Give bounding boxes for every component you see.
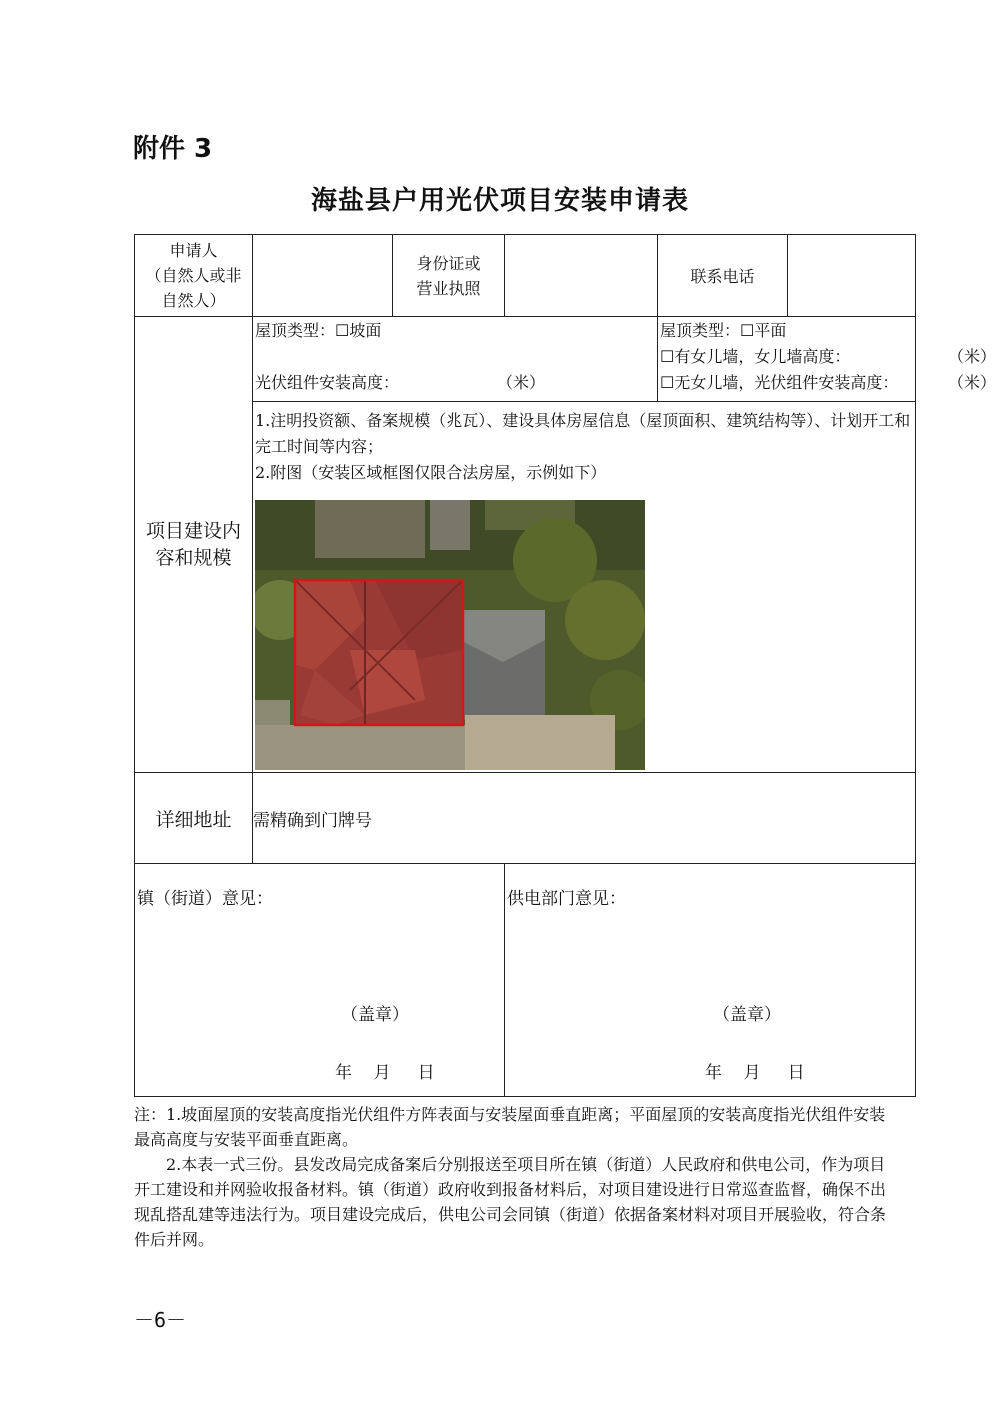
applicant-label: 申请人 （自然人或非 自然人） (135, 235, 253, 317)
page-number: －6－ (134, 1308, 187, 1332)
parapet-option[interactable]: ☐有女儿墙，女儿墙高度： (660, 347, 851, 366)
flat-roof-type[interactable]: 屋顶类型：☐平面 (660, 321, 787, 340)
note-1: 注：1.坡面屋顶的安装高度指光伏组件方阵表面与安装屋面垂直距离；平面屋顶的安装高度指光伏组件安装最高高度与安装平面垂直距离。 (134, 1105, 886, 1149)
note-2: 2.本表一式三份。县发改局完成备案后分别报送至项目所在镇（街道）人民政府和供电公司，作为项目开工建设和并网验收报备材料。镇（街道）政府收到报备材料后，对项目建设进行日常巡查监督，确保不出现乱搭乱建等违法行为。项目建设完成后，供电公司会同镇（街道）依据备案材料对项目开展验收，符合条件后并网。 (134, 1155, 887, 1249)
power-date-label: 年 月 日 (705, 1063, 805, 1083)
power-opinion-cell (505, 864, 916, 1097)
no-parapet-unit: （米） (948, 373, 997, 392)
roof-row (135, 317, 916, 402)
flat-roof-cell (658, 317, 997, 402)
id-license-field[interactable] (505, 235, 658, 317)
content-item-2: 2.附图（安装区域框图仅限合法房屋，示例如下） (255, 463, 607, 482)
content-item-1: 1.注明投资额、备案规模（兆瓦）、建设具体房屋信息（屋顶面积、建筑结构等）、计划开工和完工时间等内容； (255, 411, 911, 456)
applicant-row (135, 235, 916, 317)
attachment-label: 附件 3 (133, 134, 213, 164)
sloped-roof-type[interactable]: 屋顶类型：☐坡面 (255, 321, 382, 340)
sloped-height-label: 光伏组件安装高度： (255, 373, 400, 392)
notes-section (134, 1102, 894, 1252)
power-seal-label: （盖章） (713, 1005, 781, 1025)
content-cell (253, 402, 916, 773)
address-field[interactable]: 需精确到门牌号 (253, 773, 916, 864)
town-opinion-title: 镇（街道）意见： (137, 889, 273, 909)
address-label: 详细地址 (135, 773, 253, 864)
address-row (135, 773, 916, 864)
sloped-roof-cell (253, 317, 658, 402)
applicant-field[interactable] (253, 235, 393, 317)
opinion-row (135, 864, 916, 1097)
id-license-label: 身份证或 营业执照 (393, 235, 505, 317)
no-parapet-option[interactable]: ☐无女儿墙，光伏组件安装高度： (660, 373, 899, 392)
content-row (135, 402, 916, 773)
form-title: 海盐县户用光伏项目安装申请表 (310, 186, 689, 216)
power-opinion-title: 供电部门意见： (507, 889, 626, 909)
application-form-table (134, 234, 997, 1097)
parapet-unit: （米） (948, 347, 997, 366)
sloped-height-unit: （米） (497, 373, 546, 392)
aerial-roof-photo (255, 500, 645, 770)
phone-field[interactable] (788, 235, 916, 317)
phone-label: 联系电话 (658, 235, 788, 317)
content-label: 项目建设内 容和规模 (135, 317, 253, 773)
town-seal-label: （盖章） (341, 1005, 409, 1025)
town-date-label: 年 月 日 (335, 1063, 435, 1083)
town-opinion-cell (135, 864, 505, 1097)
